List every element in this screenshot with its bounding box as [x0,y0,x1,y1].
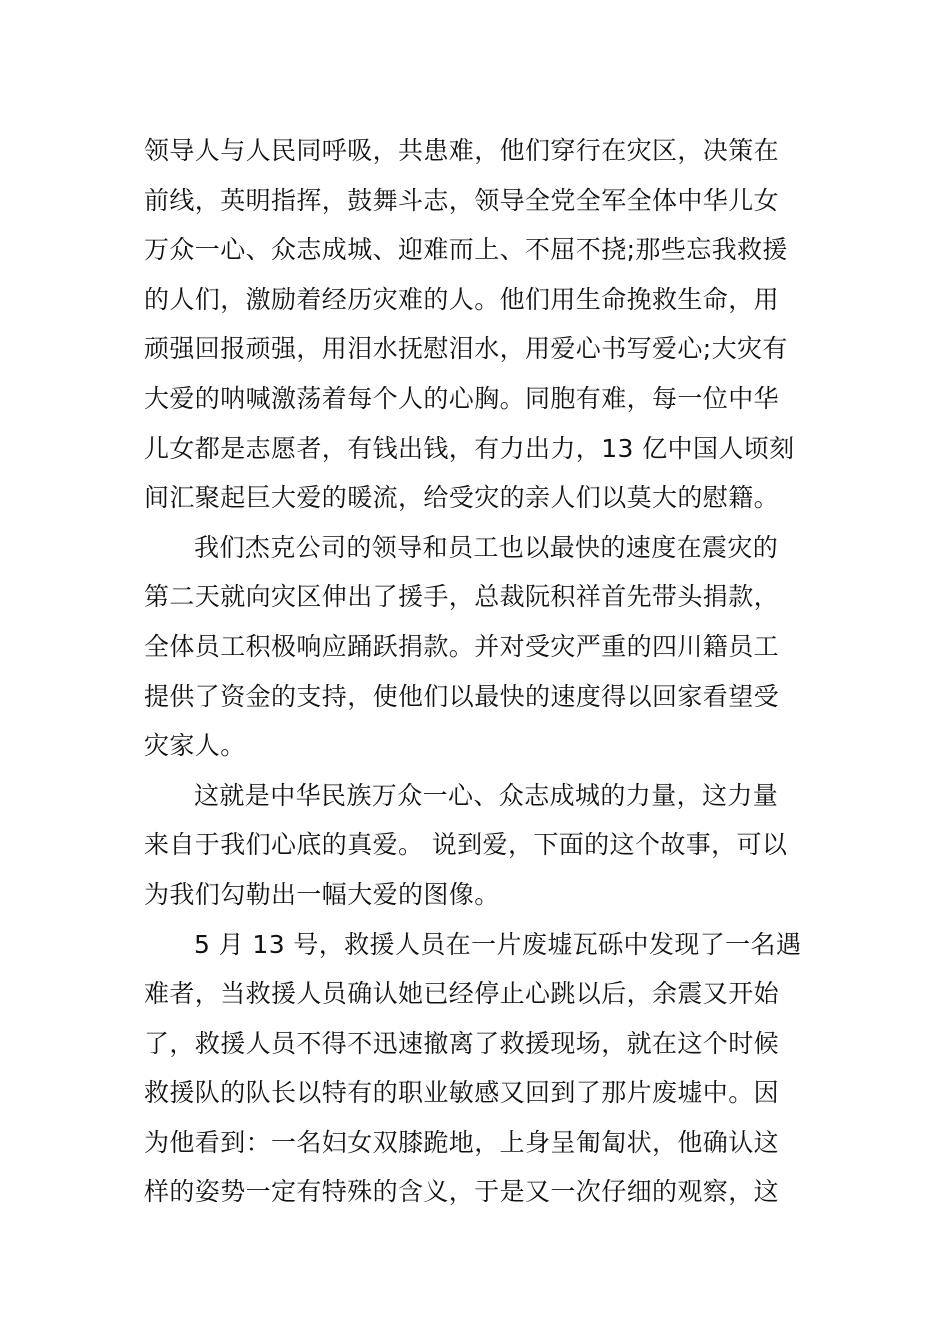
paragraph-4 [144,920,824,1218]
paragraph-2 [144,523,824,771]
text-line: 间汇聚起巨大爱的暖流，给受灾的亲人们以莫大的慰籍。 [144,483,780,513]
text-line: 为他看到：一名妇女双膝跪地，上身呈匍匐状，他确认这 [144,1127,780,1157]
text-line: 了，救援人员不得不迅速撤离了救援现场，就在这个时候 [144,1028,780,1058]
text-line: 第二天就向灾区伸出了援手，总裁阮积祥首先带头捐款， [144,582,780,612]
text-line: 这就是中华民族万众一心、众志成城的力量，这力量 [194,780,779,810]
text-line: 样的姿势一定有特殊的含义，于是又一次仔细的观察，这 [144,1177,780,1207]
text-line: 顽强回报顽强，用泪水抚慰泪水，用爱心书写爱心;大灾有 [144,334,788,364]
text-line: 来自于我们心底的真爱。 说到爱，下面的这个故事，可以 [144,830,788,860]
text-line: 万众一心、众志成城、迎难而上、不屈不挠;那些忘我救援 [144,235,788,265]
text-line: 救援队的队长以特有的职业敏感又回到了那片废墟中。因 [144,1078,780,1108]
text-line: 领导人与人民同呼吸，共患难，他们穿行在灾区，决策在 [144,136,780,165]
text-line: 5 月 13 号，救援人员在一片废墟瓦砾中发现了一名遇 [194,929,802,959]
text-line: 大爱的呐喊激荡着每个人的心胸。同胞有难，每一位中华 [144,383,780,413]
text-line: 提供了资金的支持，使他们以最快的速度得以回家看望受 [144,681,780,711]
text-line: 全体员工积极响应踊跃捐款。并对受灾严重的四川籍员工 [144,631,780,661]
paragraph-1 [144,126,824,523]
paragraph-3 [144,771,824,920]
document-body [144,126,824,1217]
text-line: 儿女都是志愿者，有钱出钱，有力出力，13 亿中国人顷刻 [144,433,795,463]
text-line: 为我们勾勒出一幅大爱的图像。 [144,879,500,909]
text-line: 难者，当救援人员确认她已经停止心跳以后，余震又开始 [144,979,780,1009]
text-line: 我们杰克公司的领导和员工也以最快的速度在震灾的 [194,532,779,562]
text-line: 的人们，激励着经历灾难的人。他们用生命挽救生命，用 [144,284,780,314]
text-line: 灾家人。 [144,731,246,761]
text-line: 前线，英明指挥，鼓舞斗志，领导全党全军全体中华儿女 [144,185,780,215]
